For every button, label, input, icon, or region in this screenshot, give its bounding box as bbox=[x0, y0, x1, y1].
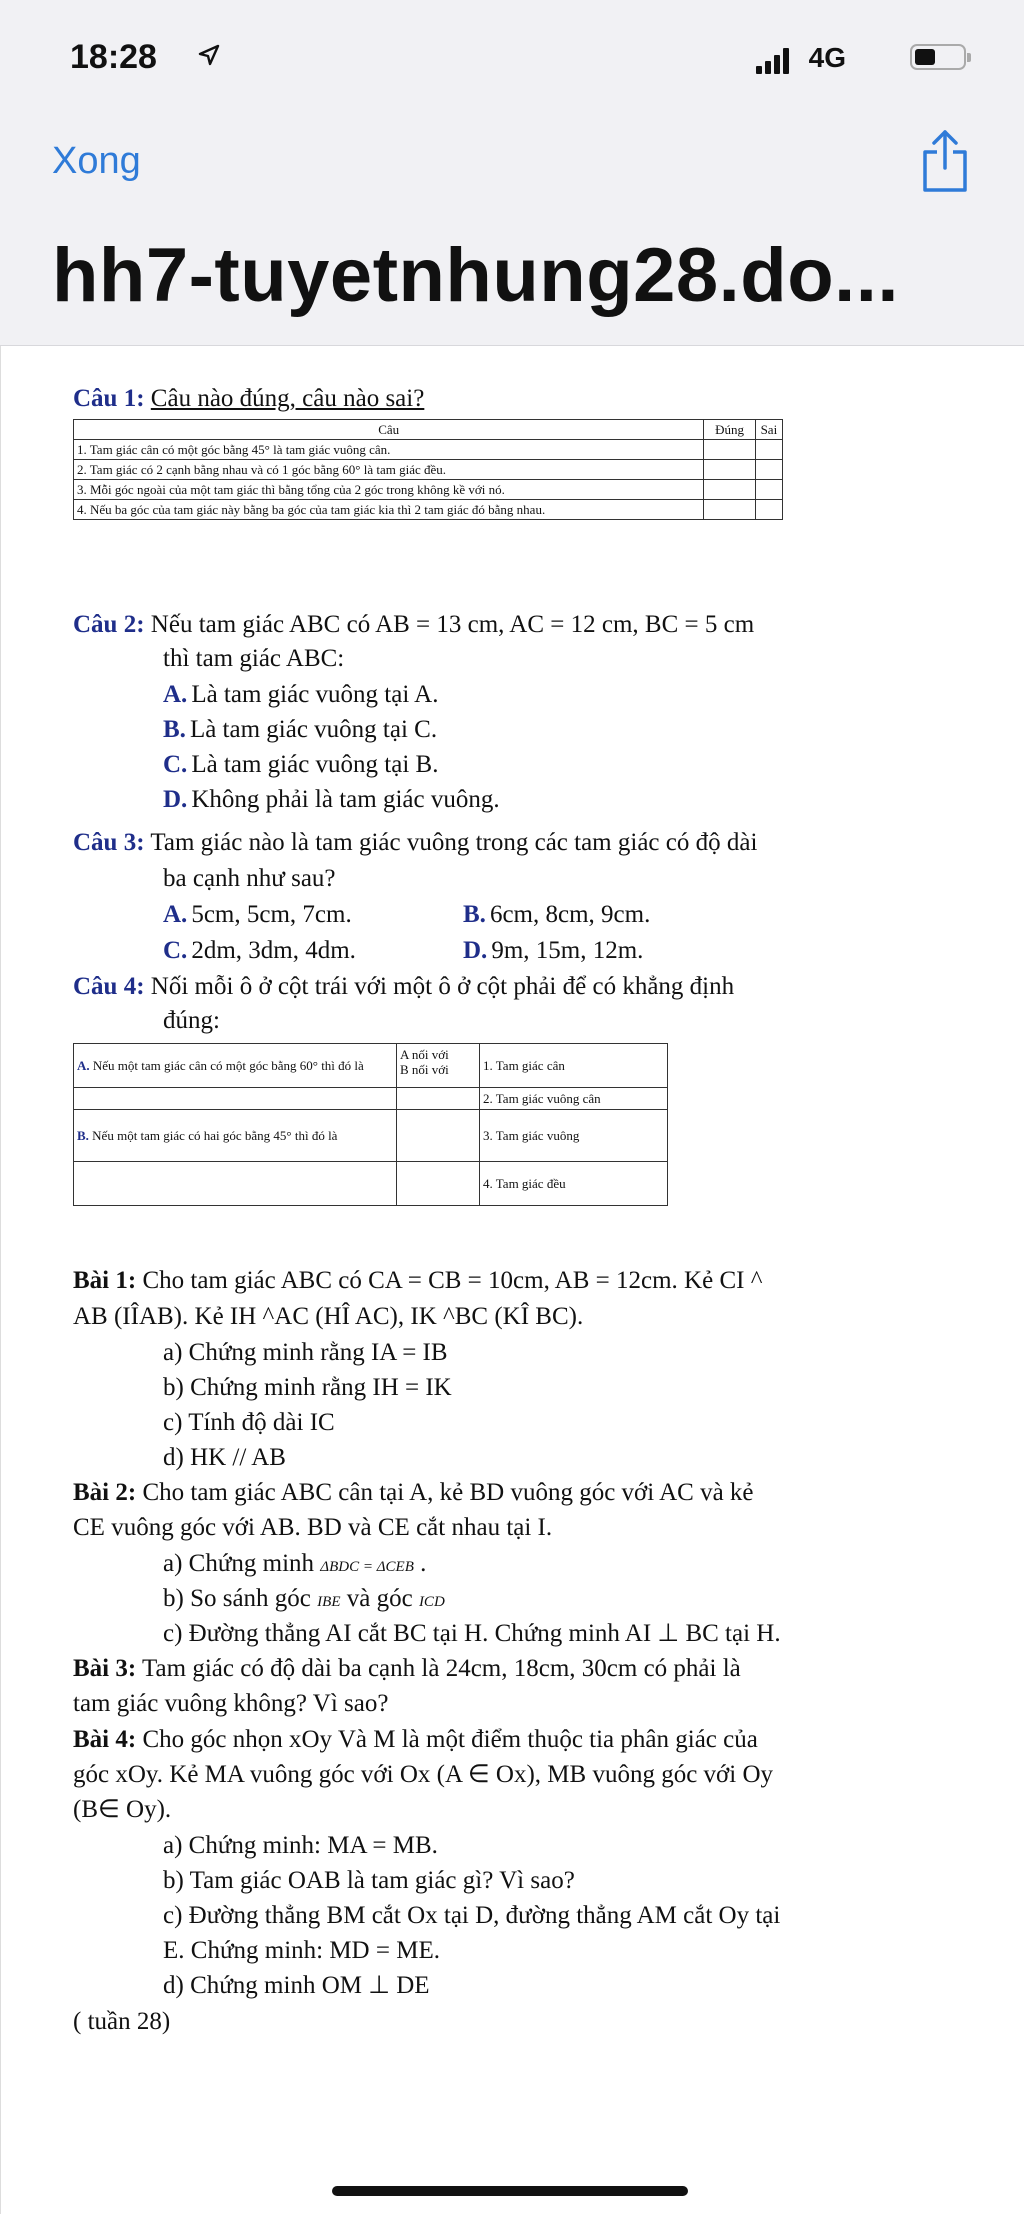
bai2-item-a: a) Chứng minh ΔBDC = ΔCEB . bbox=[163, 1550, 427, 1577]
cau3-option-c: C. 2dm, 3dm, 4dm. bbox=[163, 937, 356, 964]
bai2-item-c: c) Đường thẳng AI cắt BC tại H. Chứng minh AI ⊥ BC tại H. bbox=[163, 1620, 781, 1647]
bai2-item-b: b) So sánh góc IBE và góc ICD bbox=[163, 1585, 445, 1612]
top-bar bbox=[0, 0, 1024, 346]
cau3-line2: ba cạnh như sau? bbox=[163, 865, 336, 892]
bai4-line3: (B∈ Oy). bbox=[73, 1796, 172, 1823]
true-cell bbox=[704, 480, 755, 500]
cau1-label: Câu 1: bbox=[73, 385, 145, 412]
cau4-middle: A nối với B nối với bbox=[397, 1044, 480, 1088]
cau4-left-b: B. Nếu một tam giác có hai góc bằng 45° thì đó là bbox=[74, 1110, 397, 1162]
cau3-option-d: D. 9m, 15m, 12m. bbox=[463, 937, 644, 964]
cau1-row-1: 1. Tam giác cân có một góc bằng 45° là tam giác vuông cân. bbox=[74, 440, 704, 460]
cau4-left-empty bbox=[74, 1162, 397, 1206]
bai4-item-a: a) Chứng minh: MA = MB. bbox=[163, 1832, 438, 1859]
cau3-option-a: A. 5cm, 5cm, 7cm. bbox=[163, 901, 352, 928]
cau4-left-empty bbox=[74, 1088, 397, 1110]
false-cell bbox=[755, 480, 782, 500]
cau4-line1 bbox=[73, 972, 734, 1002]
cau4-right-4: 4. Tam giác đều bbox=[480, 1162, 668, 1206]
bai2-line1 bbox=[73, 1478, 754, 1508]
document-page[interactable] bbox=[0, 346, 1024, 2214]
network-type: 4G bbox=[808, 42, 846, 73]
bai1-item-d: d) HK // AB bbox=[163, 1444, 286, 1471]
bai4-item-c: c) Đường thẳng BM cắt Ox tại D, đường thẳng AM cắt Oy tại bbox=[163, 1902, 781, 1929]
bai4-text: Cho góc nhọn xOy Và M là một điểm thuộc tia phân giác của bbox=[142, 1726, 758, 1753]
cau1-row-3: 3. Mỗi góc ngoài của một tam giác thì bằng tổng của 2 góc trong không kề với nó. bbox=[74, 480, 704, 500]
cau3-label: Câu 3: bbox=[73, 829, 145, 856]
cau2-option-d: D. Không phải là tam giác vuông. bbox=[163, 786, 500, 813]
bai2-label: Bài 2: bbox=[73, 1479, 137, 1506]
cau2-text: Nếu tam giác ABC có AB = 13 cm, AC = 12 cm, BC = 5 cm bbox=[150, 611, 755, 638]
bai1-text: Cho tam giác ABC có CA = CB = 10cm, AB = 12cm. Kẻ CI ^ bbox=[142, 1267, 763, 1294]
cau2-line2: thì tam giác ABC: bbox=[163, 645, 345, 672]
bai2-text: Cho tam giác ABC cân tại A, kẻ BD vuông góc với AC và kẻ bbox=[142, 1479, 754, 1506]
signal-bars-icon bbox=[756, 48, 792, 74]
bai4-line2: góc xOy. Kẻ MA vuông góc với Ox (A ∈ Ox), MB vuông góc với Oy bbox=[73, 1761, 774, 1788]
bai4-item-d: d) Chứng minh OM ⊥ DE bbox=[163, 1972, 430, 1999]
bai2-line2: CE vuông góc với AB. BD và CE cắt nhau tại I. bbox=[73, 1514, 553, 1541]
status-bar bbox=[70, 38, 974, 82]
cau1-table bbox=[73, 419, 783, 520]
bai1-line1 bbox=[73, 1266, 762, 1296]
cau2-option-a: A. Là tam giác vuông tại A. bbox=[163, 681, 439, 708]
cau2-option-c: C. Là tam giác vuông tại B. bbox=[163, 751, 439, 778]
true-cell bbox=[704, 440, 755, 460]
cau4-line2: đúng: bbox=[163, 1007, 220, 1034]
cau4-right-3: 3. Tam giác vuông bbox=[480, 1110, 668, 1162]
bai1-item-a: a) Chứng minh rằng IA = IB bbox=[163, 1339, 448, 1366]
true-cell bbox=[704, 460, 755, 480]
bai4-item-c-cont: E. Chứng minh: MD = ME. bbox=[163, 1937, 440, 1964]
document-title: hh7-tuyetnhung28.do... bbox=[52, 233, 899, 318]
battery-icon bbox=[910, 44, 966, 70]
cau4-middle-empty bbox=[397, 1162, 480, 1206]
cau4-right-1: 1. Tam giác cân bbox=[480, 1044, 668, 1088]
bai4-line1 bbox=[73, 1725, 758, 1755]
bai4-item-b: b) Tam giác OAB là tam giác gì? Vì sao? bbox=[163, 1867, 575, 1894]
true-cell bbox=[704, 500, 755, 520]
cau1-row-4: 4. Nếu ba góc của tam giác này bằng ba góc của tam giác kia thì 2 tam giác đó bằng nhau. bbox=[74, 500, 704, 520]
cau3-option-b: B. 6cm, 8cm, 9cm. bbox=[463, 901, 651, 928]
share-icon[interactable] bbox=[920, 128, 970, 194]
bai3-line2: tam giác vuông không? Vì sao? bbox=[73, 1690, 389, 1717]
cau4-middle-empty bbox=[397, 1110, 480, 1162]
cau1-header-question: Câu bbox=[74, 420, 704, 440]
cau4-table bbox=[73, 1043, 668, 1206]
bai3-text: Tam giác có độ dài ba cạnh là 24cm, 18cm, 30cm có phải là bbox=[142, 1655, 741, 1682]
cau1-row-2: 2. Tam giác có 2 cạnh bằng nhau và có 1 góc bằng 60° là tam giác đều. bbox=[74, 460, 704, 480]
cau1-text: Câu nào đúng, câu nào sai? bbox=[150, 385, 425, 412]
bai1-label: Bài 1: bbox=[73, 1267, 137, 1294]
cau2-label: Câu 2: bbox=[73, 611, 145, 638]
cau4-label: Câu 4: bbox=[73, 973, 145, 1000]
bai1-item-c: c) Tính độ dài IC bbox=[163, 1409, 335, 1436]
cau4-right-2: 2. Tam giác vuông cân bbox=[480, 1088, 668, 1110]
done-button[interactable]: Xong bbox=[52, 140, 141, 182]
cau3-line1 bbox=[73, 828, 757, 858]
week-footer: ( tuần 28) bbox=[73, 2008, 171, 2035]
bai1-item-b: b) Chứng minh rằng IH = IK bbox=[163, 1374, 452, 1401]
cau2-line1 bbox=[73, 610, 754, 640]
bai3-label: Bài 3: bbox=[73, 1655, 137, 1682]
bai1-line2: AB (IÎAB). Kẻ IH ^AC (HÎ AC), IK ^BC (KÎ BC). bbox=[73, 1303, 584, 1330]
cau4-left-a: A. Nếu một tam giác cân có một góc bằng 60° thì đó là bbox=[74, 1044, 397, 1088]
cau4-text: Nối mỗi ô ở cột trái với một ô ở cột phải để có khẳng định bbox=[150, 973, 735, 1000]
cau2-option-b: B. Là tam giác vuông tại C. bbox=[163, 716, 438, 743]
location-arrow-icon bbox=[198, 44, 220, 66]
false-cell bbox=[755, 440, 782, 460]
cau3-text: Tam giác nào là tam giác vuông trong các tam giác có độ dài bbox=[150, 829, 758, 856]
cau1-header-false: Sai bbox=[755, 420, 782, 440]
false-cell bbox=[755, 500, 782, 520]
false-cell bbox=[755, 460, 782, 480]
cau1-header-true: Đúng bbox=[704, 420, 755, 440]
status-time: 18:28 bbox=[70, 38, 157, 76]
bai3-line1 bbox=[73, 1654, 741, 1684]
cau4-middle-empty bbox=[397, 1088, 480, 1110]
bai4-label: Bài 4: bbox=[73, 1726, 137, 1753]
cau1-heading bbox=[73, 384, 424, 414]
home-indicator[interactable] bbox=[332, 2186, 688, 2196]
